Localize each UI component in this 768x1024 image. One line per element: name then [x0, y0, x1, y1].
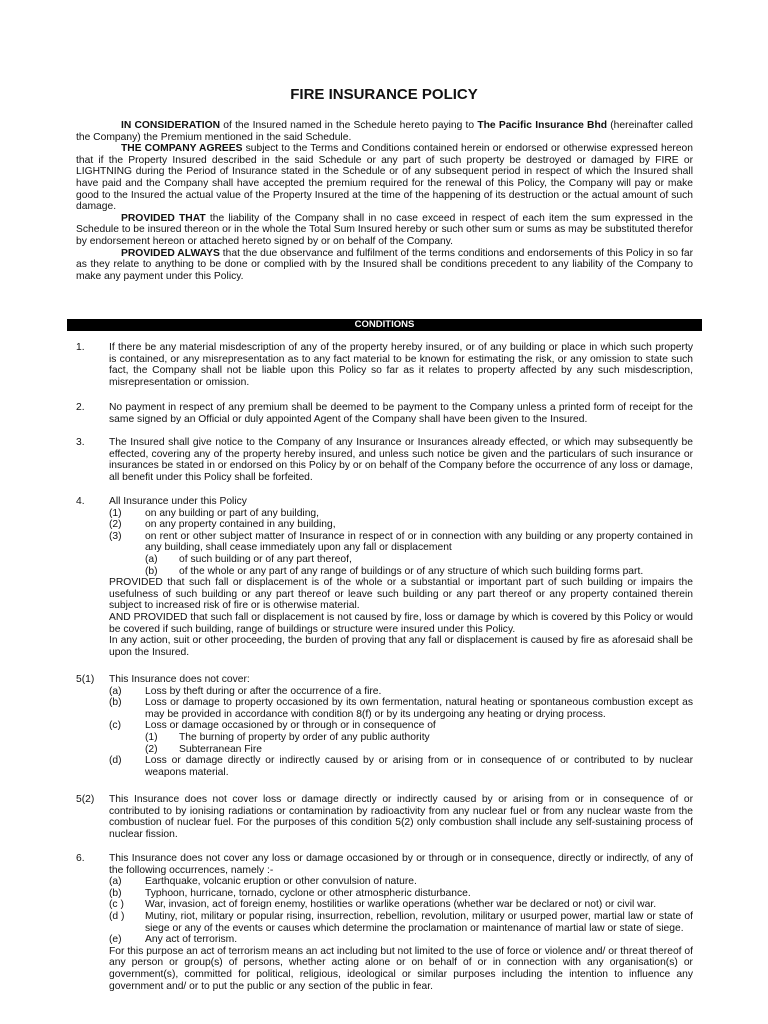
terrorism-definition: For this purpose an act of terrorism means an act including but not limited to the use of force or violence and/ or threat thereof of any person or group(s) of persons, whether acting alone or on behalf of or in connection with any organisation(s) or government(s), committed for political, religious, ideological or similar purposes including the intention to influence any government and/ or to put the public or any section of the public in fear.	[109, 945, 693, 992]
condition-intro: This Insurance does not cover any loss or damage occasioned by or through or in consequence, directly or indirectly, of any of the following occurrences, namely :-	[109, 853, 693, 876]
condition-1	[76, 342, 693, 388]
list-item: (d) Loss or damage directly or indirectly caused by or arising from or in consequence of or contributed to by nuclear weapons material.	[109, 755, 693, 778]
sub-list-item: (a) of such building or of any part thereof,	[145, 553, 352, 565]
condition-number: 4.	[76, 496, 85, 507]
preamble	[76, 120, 693, 282]
list-item: (1) on any building or part of any building,	[109, 507, 320, 519]
list-item: (a) Loss by theft during or after the occurrence of a fire.	[109, 685, 382, 697]
condition-number: 3.	[76, 437, 85, 448]
condition-text: The Insured shall give notice to the Company of any Insurance or Insurances already effected, or which may subsequently be effected, covering any of the property hereby insured, and unless such notice be given and the particulars of such insurance or insurances be stated in or endorsed on this Policy by or on behalf of the Company before the occurrence of any loss or damage, all benefit under this Policy shall be forfeited.	[109, 437, 693, 483]
consideration-paragraph: IN CONSIDERATION of the Insured named in the Schedule hereto paying to The Pacific Insurance Bhd (hereinafter called the Company) the Premium mentioned in the said Schedule.	[76, 120, 694, 143]
sub-list-item: (b) of the whole or any part of any range of buildings or of any structure of which such building forms part.	[145, 565, 644, 577]
page-title: FIRE INSURANCE POLICY	[290, 86, 478, 103]
provided-always-paragraph: PROVIDED ALWAYS that the due observance and fulfilment of the terms conditions and endorsements of this Policy in so far as they relate to anything to be done or complied with by the Insured shall be conditions precedent to any liability of the Company to make any payment under this Policy.	[76, 247, 693, 282]
provided-that-paragraph: PROVIDED THAT the liability of the Company shall in no case exceed in respect of each item the sum expressed in the Schedule to be insured thereon or in the whole the Total Sum Insured hereby or such other sum or sums as may be substituted therefor by endorsement hereon or attached hereto signed by or on behalf of the Company.	[76, 212, 693, 247]
list-item: (3) on rent or other subject matter of Insurance in respect of or in connection with any building or any property contained in any building, shall cease immediately upon any fall or displacement	[109, 530, 693, 554]
condition-text: No payment in respect of any premium shall be deemed to be payment to the Company unless a printed form of receipt for the same signed by an Official or duly appointed Agent of the Company shall have been given to the Insured.	[109, 402, 693, 425]
condition-proviso: AND PROVIDED that such fall or displacement is not caused by fire, loss or damage by which is covered by this Policy or would be covered if such building, range of buildings or structure were insured under this Policy.	[109, 611, 693, 635]
list-item: (a) Earthquake, volcanic eruption or other convulsion of nature.	[109, 876, 417, 888]
condition-proviso: In any action, suit or other proceeding, the burden of proving that any fall or displacement is caused by fire as aforesaid shall be upon the Insured.	[109, 635, 693, 658]
condition-number: 6.	[76, 853, 85, 864]
condition-2	[76, 402, 693, 425]
condition-4	[76, 496, 693, 658]
condition-intro: This Insurance does not cover:	[109, 674, 250, 685]
condition-text: This Insurance does not cover loss or damage directly or indirectly caused by or arising from or in consequence of or contributed to by ionising radiations or contamination by radioactivity from any nuclear fuel or from any nuclear waste from the combustion of nuclear fuel. For the purposes of this condition 5(2) only combustion shall include any self-sustaining process of nuclear fission.	[109, 794, 693, 840]
conditions-heading: CONDITIONS	[67, 319, 702, 331]
company-agrees-paragraph: THE COMPANY AGREES subject to the Terms and Conditions contained herein or endorsed or otherwise expressed hereon that if the Property Insured described in the said Schedule or any part of such property be destroyed or damaged by FIRE or LIGHTNING during the Period of Insurance stated in the Schedule or of any subsequent period in respect of which the Insured shall have paid and the Company shall have accepted the premium required for the renewal of this Policy, the Company will pay or make good to the Insured the actual value of the Property Insured at the time of the happening of its destruction or the actual amount of such damage.	[76, 143, 694, 213]
condition-3	[76, 437, 693, 483]
sub-list-item: (1) The burning of property by order of any public authority	[145, 731, 430, 743]
list-item: (c) Loss or damage occasioned by or through or in consequence of	[109, 720, 436, 732]
sub-list-item: (2) Subterranean Fire	[145, 743, 262, 755]
condition-text: If there be any material misdescription of any of the property hereby insured, or of any building or place in which such property is contained, or any misrepresentation as to any fact material to be known for estimating the risk, or any omission to state such fact, the Company shall not be liable upon this Policy so far as it relates to property affected by any such misdescription, misrepresentation or omission.	[109, 342, 693, 388]
list-item: (c ) War, invasion, act of foreign enemy, hostilities or warlike operations (whether war be declared or not) or civil war.	[109, 899, 657, 911]
condition-intro: All Insurance under this Policy	[109, 496, 247, 507]
condition-5-2	[76, 794, 693, 840]
condition-number: 2.	[76, 402, 85, 413]
condition-number: 5(2)	[76, 794, 95, 805]
condition-number: 5(1)	[76, 674, 95, 685]
list-item: (2) on any property contained in any building,	[109, 519, 336, 531]
condition-proviso: PROVIDED that such fall or displacement is of the whole or a substantial or important part of such building or impairs the usefulness of such building or any part thereof or leave such building or any part thereof or any property contained therein subject to increased risk of fire or is otherwise material.	[109, 577, 693, 612]
condition-6	[76, 853, 693, 992]
list-item: (b) Loss or damage to property occasioned by its own fermentation, natural heating or spontaneous combustion except as may be provided in accordance with condition 8(f) or by its undergoing any heating or drying process.	[109, 697, 693, 720]
insurer-name: The Pacific Insurance Bhd	[477, 120, 608, 131]
list-item: (d ) Mutiny, riot, military or popular rising, insurrection, rebellion, revolution, military or usurped power, martial law or state of siege or any of the events or causes which determine the proclamation or maintenance of martial law or state of siege.	[109, 910, 693, 934]
list-item: (b) Typhoon, hurricane, tornado, cyclone or other atmospheric disturbance.	[109, 887, 471, 899]
condition-5-1	[76, 674, 693, 778]
list-item: (e) Any act of terrorism.	[109, 934, 238, 946]
condition-number: 1.	[76, 342, 85, 353]
